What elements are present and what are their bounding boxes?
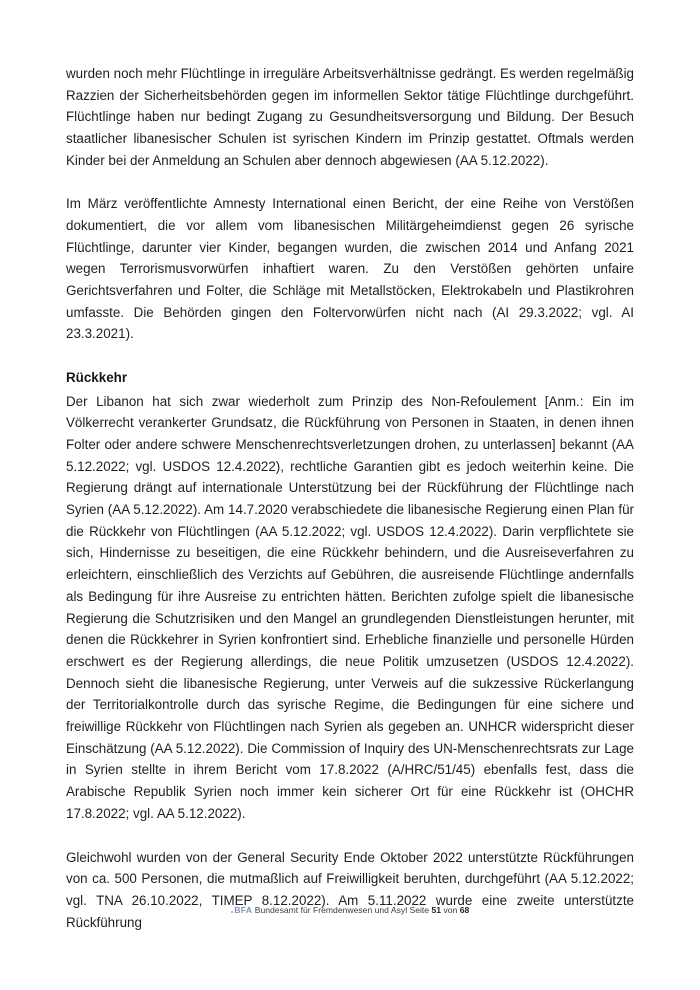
footer-of-label: von [443,905,458,915]
footer-total-pages: 68 [459,905,470,915]
paragraph-assisted-returns: Gleichwohl wurden von der General Security Ende Oktober 2022 unterstützte Rückführungen von ca. 500 Personen, die mutmaßlich auf Freiwilligkeit beruhten, durchgeführt (AA 5.12.2022; vgl. TNA 26.10.2022, TIMEP 8.12.2022). Am 5.11.2022 wurde eine zweite unterstützte Rückführung [66,849,634,930]
paragraph-labor-and-education-access: wurden noch mehr Flüchtlinge in irreguläre Arbeitsverhältnisse gedrängt. Es werden regelmäßig Razzien der Sicherheitsbehörden gegen im informellen Sektor tätige Flüchtlinge durchgeführt. Flüchtlinge haben nur bedingt Zugang zu Gesundheitsversorgung und Bildung. Der Besuch staatlicher libanesischer Schulen ist syrischen Kindern im Prinzip gestattet. Oftmals werden Kinder bei der Anmeldung an Schulen aber dennoch abgewiesen (AA 5.12.2022). [66,66,634,168]
section-heading-rueckkehr: Rückkehr [66,369,128,385]
footer-page-number: 51 [431,905,442,915]
footer-org-name: Bundesamt für Fremdenwesen und Asyl [254,905,408,915]
bfa-logo-dot-icon [231,911,234,914]
bfa-logo: BFA [234,905,253,915]
page-footer [0,903,700,917]
paragraph-non-refoulement-return-policy: Der Libanon hat sich zwar wiederholt zum Prinzip des Non-Refoulement [Anm.: Ein im Völkerrecht verankerter Grundsatz, die Rückführung von Personen in Staaten, in denen ihnen Folter oder andere schwere Menschenrechtsverletzungen drohen, zu unterlassen] bekannt (AA 5.12.2022; vgl. USDOS 12.4.2022), rechtliche Garantien gibt es jedoch weiterhin keine. Die Regierung drängt auf internationale Unterstützung bei der Rückführung der Flüchtlinge nach Syrien (AA 5.12.2022). Am 14.7.2020 verabschiedete die libanesische Regierung einen Plan für die Rückkehr von Flüchtlingen (AA 5.12.2022; vgl. USDOS 12.4.2022). Darin verpflichtete sie sich, Hindernisse zu beseitigen, die eine Rückkehr behindern, und die Ausreiseverfahren zu erleichtern, einschließlich des Verzichts auf Gebühren, die ausreisende Flüchtlinge andernfalls als Bedingung für ihre Ausreise zu entrichten hätten. Berichten zufolge spielt die libanesische Regierung die Schutzrisiken und den Mangel an grundlegenden Dienstleistungen herunter, mit denen die Rückkehrer in Syrien konfrontiert sind. Erhebliche finanzielle und personelle Hürden erschwert es der Regierung allerdings, die neue Politik umzusetzen (USDOS 12.4.2022). Dennoch sieht die libanesische Regierung, unter Verweis auf die sukzessive Rückerlangung der Territorialkontrolle durch das syrische Regime, die Bedingungen für eine sichere und freiwillige Rückkehr von Flüchtlingen nach Syrien als gegeben an. UNHCR widerspricht dieser Einschätzung (AA 5.12.2022). Die Commission of Inquiry des UN-Menschenrechtsrats zur Lage in Syrien stellte in ihrem Bericht vom 17.8.2022 (A/HRC/51/45) ebenfalls fest, dass die Arabische Republik Syrien noch immer kein sicherer Ort für eine Rückkehr ist (OHCHR 17.8.2022; vgl. AA 5.12.2022). [66,393,634,821]
paragraph-amnesty-report: Im März veröffentlichte Amnesty International einen Bericht, der eine Reihe von Verstößen dokumentiert, die vor allem vom libanesischen Militärgeheimdienst gegen 26 syrische Flüchtlinge, darunter vier Kinder, begangen wurden, die zwischen 2014 und Anfang 2021 wegen Terrorismusvorwürfen inhaftiert waren. Zu den Verstößen gehörten unfaire Gerichtsverfahren und Folter, die Schläge mit Metallstöcken, Elektrokabeln und Plastikrohren umfasste. Die Behörden gingen den Foltervorwürfen nicht nach (AI 29.3.2022; vgl. AI 23.3.2021). [66,196,634,342]
footer-page-label: Seite [409,905,430,915]
